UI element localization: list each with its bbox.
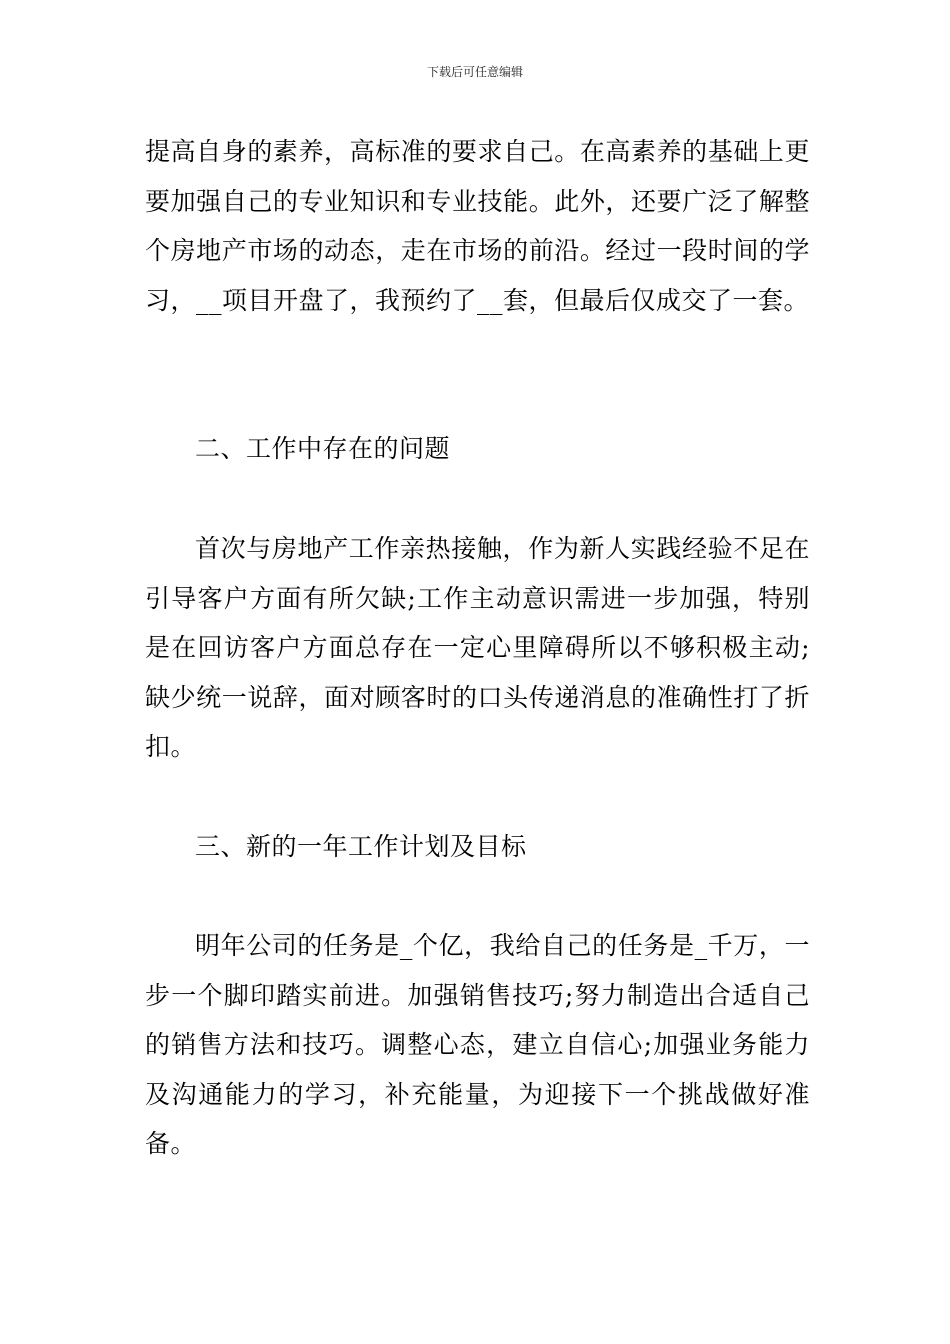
section-heading-plan: 三、新的一年工作计划及目标 [195,832,527,861]
paragraph-problems: 首次与房地产工作亲热接触，作为新人实践经验不足在引导客户方面有所欠缺;工作主动意识需进一步加强，特别是在回访客户方面总存在一定心里障碍所以不够积极主动;缺少统一说辞，面对顾客时的口头传递消息的准确性打了折扣。 [145,534,810,761]
section-heading-problems: 二、工作中存在的问题 [195,434,451,463]
paragraph-plan: 明年公司的任务是_个亿，我给自己的任务是_千万，一步一个脚印踏实前进。加强销售技巧;努力制造出合适自己的销售方法和技巧。调整心态，建立自信心;加强业务能力及沟通能力的学习，补充能量，为迎接下一个挑战做好准备。 [145,931,810,1158]
paragraph-continued: 提高自身的素养，高标准的要求自己。在高素养的基础上更要加强自己的专业知识和专业技能。此外，还要广泛了解整个房地产市场的动态，走在市场的前沿。经过一段时间的学习，__项目开盘了，我预约了__套，但最后仅成交了一套。 [145,137,810,315]
page-header: 下载后可任意编辑 [426,65,523,79]
